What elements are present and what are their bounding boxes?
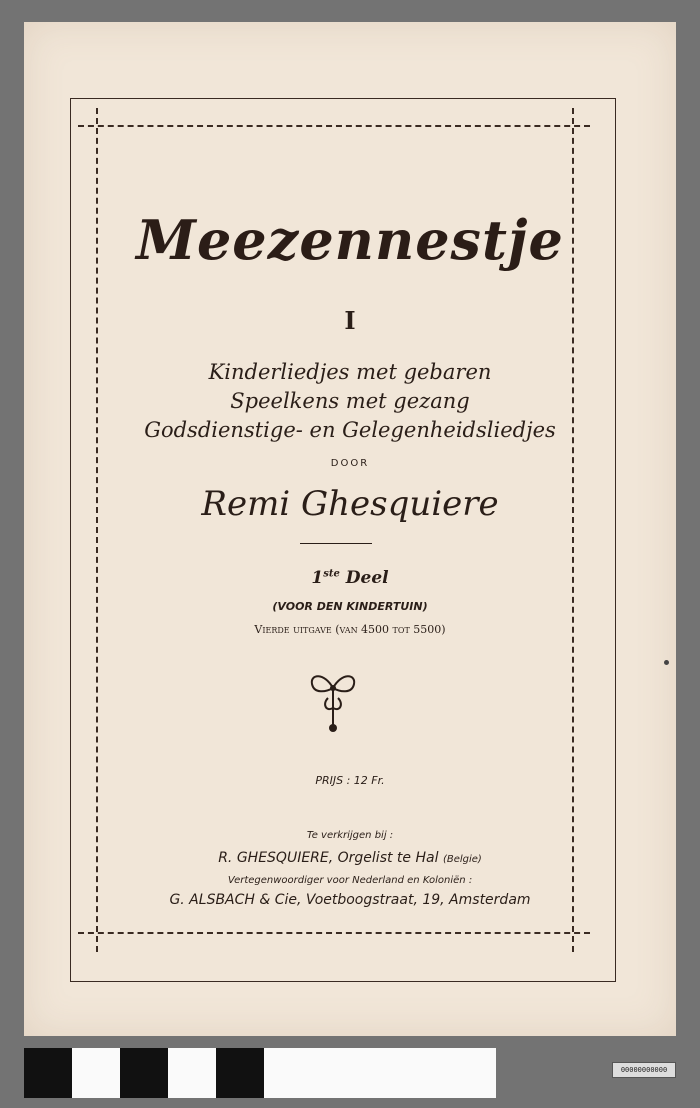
volume-number: I [344,306,356,335]
book-title: Meezennestje [136,208,564,272]
subtitle-line-3: Godsdienstige- en Gelegenheidsliedjes [144,418,556,442]
part-number: 1 [311,568,324,588]
representative-intro: Vertegenwoordiger voor Nederland en Koloniën : [227,875,473,886]
author-name: Remi Ghesquiere [201,484,499,524]
sales-intro: Te verkrijgen bij : [306,830,394,841]
seller-line [0,850,700,866]
archive-label: 00000000000 [612,1062,676,1078]
seller-name: R. GHESQUIERE, Orgelist te Hal [218,850,439,866]
floral-ornament-icon [306,668,360,736]
part-heading [0,568,700,588]
representative-line: G. ALSBACH & Cie, Voetboogstraat, 19, Amsterdam [169,892,531,908]
part-suffix: ste [323,568,340,580]
scale-patch-white [72,1048,120,1098]
subtitle-line-2: Speelkens met gezang [230,389,470,413]
scale-patch-white-wide [264,1048,496,1098]
part-word: Deel [345,568,389,588]
seller-country: (Belgie) [442,854,482,865]
divider-rule [300,543,372,544]
scale-patch-black [120,1048,168,1098]
audience-note: (VOOR DEN KINDERTUIN) [272,600,428,613]
edition-note: Vierde uitgave (van 4500 tot 5500) [254,623,446,636]
scale-patch-black [24,1048,72,1098]
subtitle-line-1: Kinderliedjes met gebaren [208,360,492,384]
scale-patch-black [216,1048,264,1098]
scale-patch-white [168,1048,216,1098]
paper-speck [664,660,669,665]
price-label: PRIJS : 12 Fr. [315,774,385,787]
by-label: DOOR [330,458,370,469]
